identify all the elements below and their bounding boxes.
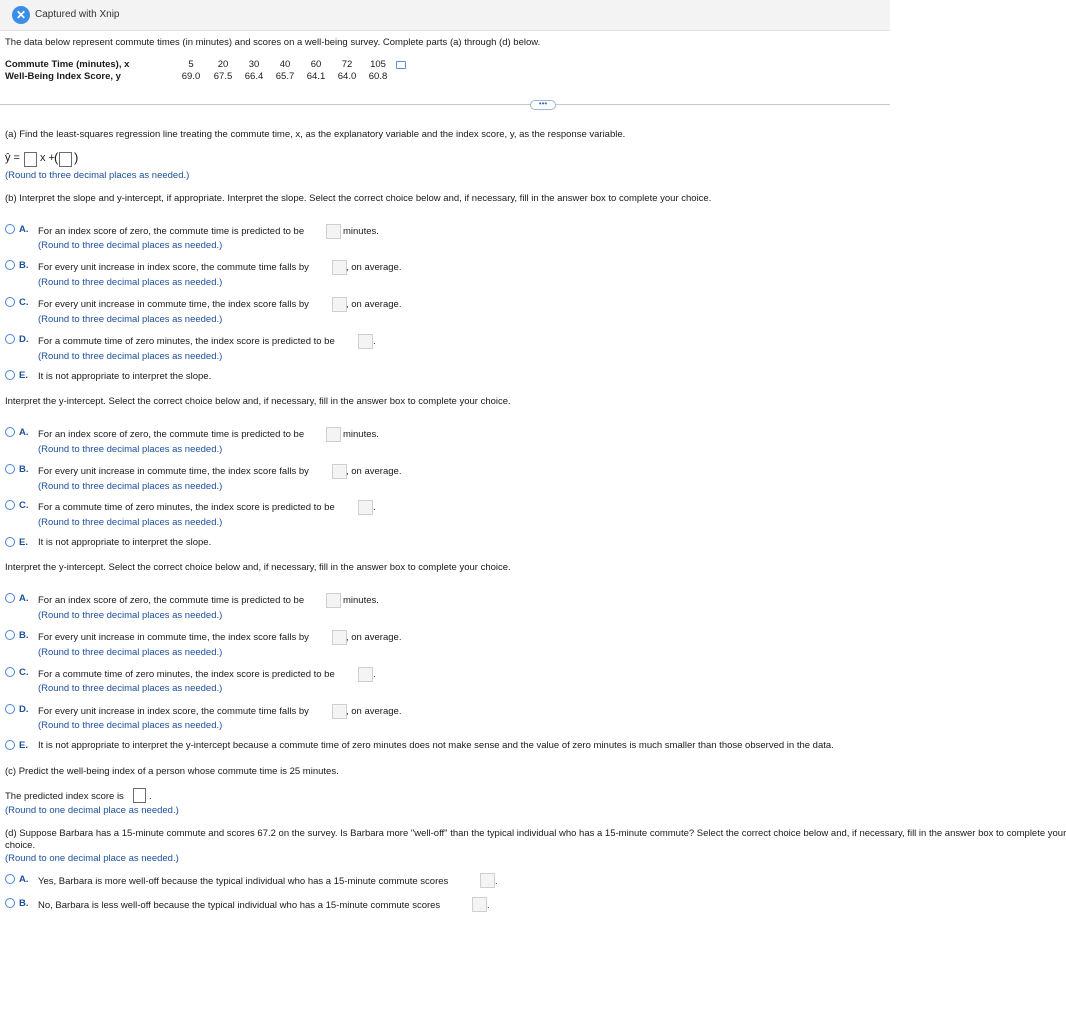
answer-box[interactable]: [358, 500, 373, 515]
more-options-button[interactable]: •••: [530, 100, 556, 110]
option-text-post: , on average.: [346, 466, 402, 477]
option-text-post: minutes.: [343, 226, 379, 237]
paren-close: ): [74, 150, 79, 165]
option-text: For an index score of zero, the commute time is predicted to be: [38, 429, 305, 440]
table-x-cell: 40: [279, 59, 291, 70]
round-note: (Round to three decimal places as needed.): [38, 351, 223, 362]
option-letter: E.: [19, 740, 28, 751]
round-note: (Round to three decimal places as needed.): [38, 444, 223, 455]
option-letter: B.: [19, 464, 29, 475]
round-note: (Round to three decimal places as needed.): [38, 683, 223, 694]
round-note: (Round to three decimal places as needed.): [38, 314, 223, 325]
round-note: (Round to three decimal places as needed.): [38, 517, 223, 528]
paren-open: (: [54, 150, 59, 165]
option-text: For every unit increase in commute time, the index score falls by: [38, 466, 309, 477]
round-note: (Round to three decimal places as needed.): [38, 647, 223, 658]
answer-box[interactable]: [332, 260, 347, 275]
slope-option-a-radio[interactable]: [5, 224, 15, 234]
part-d-option-a-radio[interactable]: [5, 874, 15, 884]
table-x-cell: 20: [217, 59, 229, 70]
table-y-cell: 64.0: [337, 71, 357, 82]
table-y-cell: 64.1: [306, 71, 326, 82]
answer-box[interactable]: [480, 873, 495, 888]
round-note: (Round to three decimal places as needed.): [38, 720, 223, 731]
option-letter: D.: [19, 334, 29, 345]
option-text: For every unit increase in index score, the commute time falls by: [38, 262, 309, 273]
option-text-post: .: [373, 502, 376, 513]
option-letter: A.: [19, 224, 29, 235]
answer-box[interactable]: [332, 630, 347, 645]
round-note: (Round to one decimal place as needed.): [5, 805, 179, 816]
option-text: Yes, Barbara is more well-off because the typical individual who has a 15-minute commute scores: [38, 876, 449, 887]
option-text-post: .: [373, 669, 376, 680]
table-x-label: Commute Time (minutes), x: [5, 59, 130, 70]
slope-option-d-radio[interactable]: [5, 334, 15, 344]
answer-box[interactable]: [326, 224, 341, 239]
option-letter: C.: [19, 667, 29, 678]
option-text: For every unit increase in index score, the commute time falls by: [38, 706, 309, 717]
answer-box[interactable]: [332, 464, 347, 479]
table-x-cell: 60: [310, 59, 322, 70]
table-y-cell: 67.5: [213, 71, 233, 82]
answer-box[interactable]: [326, 593, 341, 608]
option-letter: B.: [19, 260, 29, 271]
round-note: (Round to three decimal places as needed.): [38, 277, 223, 288]
xnip-logo-icon: ✕: [12, 6, 30, 24]
round-note: (Round to three decimal places as needed.): [38, 610, 223, 621]
part-d-question: (d) Suppose Barbara has a 15-minute commute and scores 67.2 on the survey. Is Barbara more "well-off" than the typical individual who has a 15-minute commute? Select the correct choice below and, if necessary, fill in the answer box to complete your: [5, 828, 1066, 839]
option-letter: E.: [19, 370, 28, 381]
round-note: (Round to three decimal places as needed.): [38, 240, 223, 251]
table-y-label: Well-Being Index Score, y: [5, 71, 121, 82]
option-text-post: .: [373, 336, 376, 347]
table-y-cell: 65.7: [275, 71, 295, 82]
xnip-caption: Captured with Xnip: [35, 9, 120, 20]
option-text: For an index score of zero, the commute time is predicted to be: [38, 226, 305, 237]
round-note: (Round to three decimal places as needed.): [5, 170, 190, 181]
xnip-header-bar: [0, 0, 890, 31]
table-x-cell: 72: [341, 59, 353, 70]
copy-data-icon[interactable]: [396, 61, 406, 69]
part-a-question: (a) Find the least-squares regression line treating the commute time, x, as the explanatory variable and the index score, y, as the response variable.: [5, 129, 626, 140]
answer-box[interactable]: [326, 427, 341, 442]
predicted-score-input[interactable]: [133, 788, 146, 803]
round-note: (Round to three decimal places as needed.): [38, 481, 223, 492]
option-text-post: , on average.: [346, 632, 402, 643]
problem-intro: The data below represent commute times (in minutes) and scores on a well-being survey. Complete parts (a) through (d) below.: [5, 37, 541, 48]
part-c-answer-post: .: [149, 791, 152, 802]
section-divider: [0, 104, 890, 105]
table-y-cell: 60.8: [368, 71, 388, 82]
slope-input[interactable]: [24, 152, 37, 167]
intercept-prompt: Interpret the y-intercept. Select the correct choice below and, if necessary, fill in the answer box to complete your choice.: [5, 396, 511, 407]
intercept2-option-e-radio[interactable]: [5, 740, 15, 750]
option-text: No, Barbara is less well-off because the typical individual who has a 15-minute commute scores: [38, 900, 441, 911]
intercept-prompt: Interpret the y-intercept. Select the correct choice below and, if necessary, fill in the answer box to complete your choice.: [5, 562, 511, 573]
table-x-cell: 30: [248, 59, 260, 70]
round-note: (Round to one decimal place as needed.): [5, 853, 179, 864]
option-letter: A.: [19, 874, 29, 885]
part-d-question-cont: choice.: [5, 840, 36, 851]
answer-box[interactable]: [472, 897, 487, 912]
option-letter: C.: [19, 500, 29, 511]
option-text-post: minutes.: [343, 595, 379, 606]
option-text-post: , on average.: [346, 299, 402, 310]
option-text: For a commute time of zero minutes, the index score is predicted to be: [38, 336, 335, 347]
option-text: For a commute time of zero minutes, the index score is predicted to be: [38, 502, 335, 513]
table-y-cell: 69.0: [181, 71, 201, 82]
option-text: It is not appropriate to interpret the y-intercept because a commute time of zero minutes does not make sense and the value of zero minutes is much smaller than those observed in the data.: [38, 740, 834, 751]
intercept1-option-a-radio[interactable]: [5, 427, 15, 437]
yhat-label: ŷ =: [5, 152, 20, 164]
intercept2-option-c-radio[interactable]: [5, 667, 15, 677]
option-letter: D.: [19, 704, 29, 715]
intercept1-option-b-radio[interactable]: [5, 464, 15, 474]
part-c-question: (c) Predict the well-being index of a person whose commute time is 25 minutes.: [5, 766, 339, 777]
option-text: It is not appropriate to interpret the slope.: [38, 371, 212, 382]
option-letter: B.: [19, 630, 29, 641]
intercept1-option-e-radio[interactable]: [5, 537, 15, 547]
option-text-post: .: [487, 900, 490, 911]
slope-option-c-radio[interactable]: [5, 297, 15, 307]
option-text: For an index score of zero, the commute time is predicted to be: [38, 595, 305, 606]
slope-option-e-radio[interactable]: [5, 370, 15, 380]
slope-option-b-radio[interactable]: [5, 260, 15, 270]
answer-box[interactable]: [358, 667, 373, 682]
option-letter: A.: [19, 427, 29, 438]
intercept-input[interactable]: [59, 152, 72, 167]
option-text: For every unit increase in commute time, the index score falls by: [38, 299, 309, 310]
option-text: It is not appropriate to interpret the slope.: [38, 537, 212, 548]
part-d-option-b-radio[interactable]: [5, 898, 15, 908]
part-c-answer-text: The predicted index score is: [5, 791, 124, 802]
option-letter: B.: [19, 898, 29, 909]
answer-box[interactable]: [332, 704, 347, 719]
x-plus-label: x +: [40, 152, 55, 164]
option-text-post: , on average.: [346, 262, 402, 273]
intercept1-option-c-radio[interactable]: [5, 500, 15, 510]
table-x-cell: 5: [188, 59, 194, 70]
option-text: For every unit increase in commute time, the index score falls by: [38, 632, 309, 643]
answer-box[interactable]: [358, 334, 373, 349]
option-text-post: .: [495, 876, 498, 887]
option-text: For a commute time of zero minutes, the index score is predicted to be: [38, 669, 335, 680]
table-x-cell: 105: [370, 59, 386, 70]
intercept2-option-d-radio[interactable]: [5, 704, 15, 714]
option-letter: C.: [19, 297, 29, 308]
option-letter: A.: [19, 593, 29, 604]
part-b-question: (b) Interpret the slope and y-intercept, if appropriate. Interpret the slope. Select the correct choice below and, if necessary, fill in the answer box to complete your choice.: [5, 193, 712, 204]
intercept2-option-b-radio[interactable]: [5, 630, 15, 640]
option-letter: E.: [19, 537, 28, 548]
option-text-post: , on average.: [346, 706, 402, 717]
intercept2-option-a-radio[interactable]: [5, 593, 15, 603]
option-text-post: minutes.: [343, 429, 379, 440]
table-y-cell: 66.4: [244, 71, 264, 82]
answer-box[interactable]: [332, 297, 347, 312]
